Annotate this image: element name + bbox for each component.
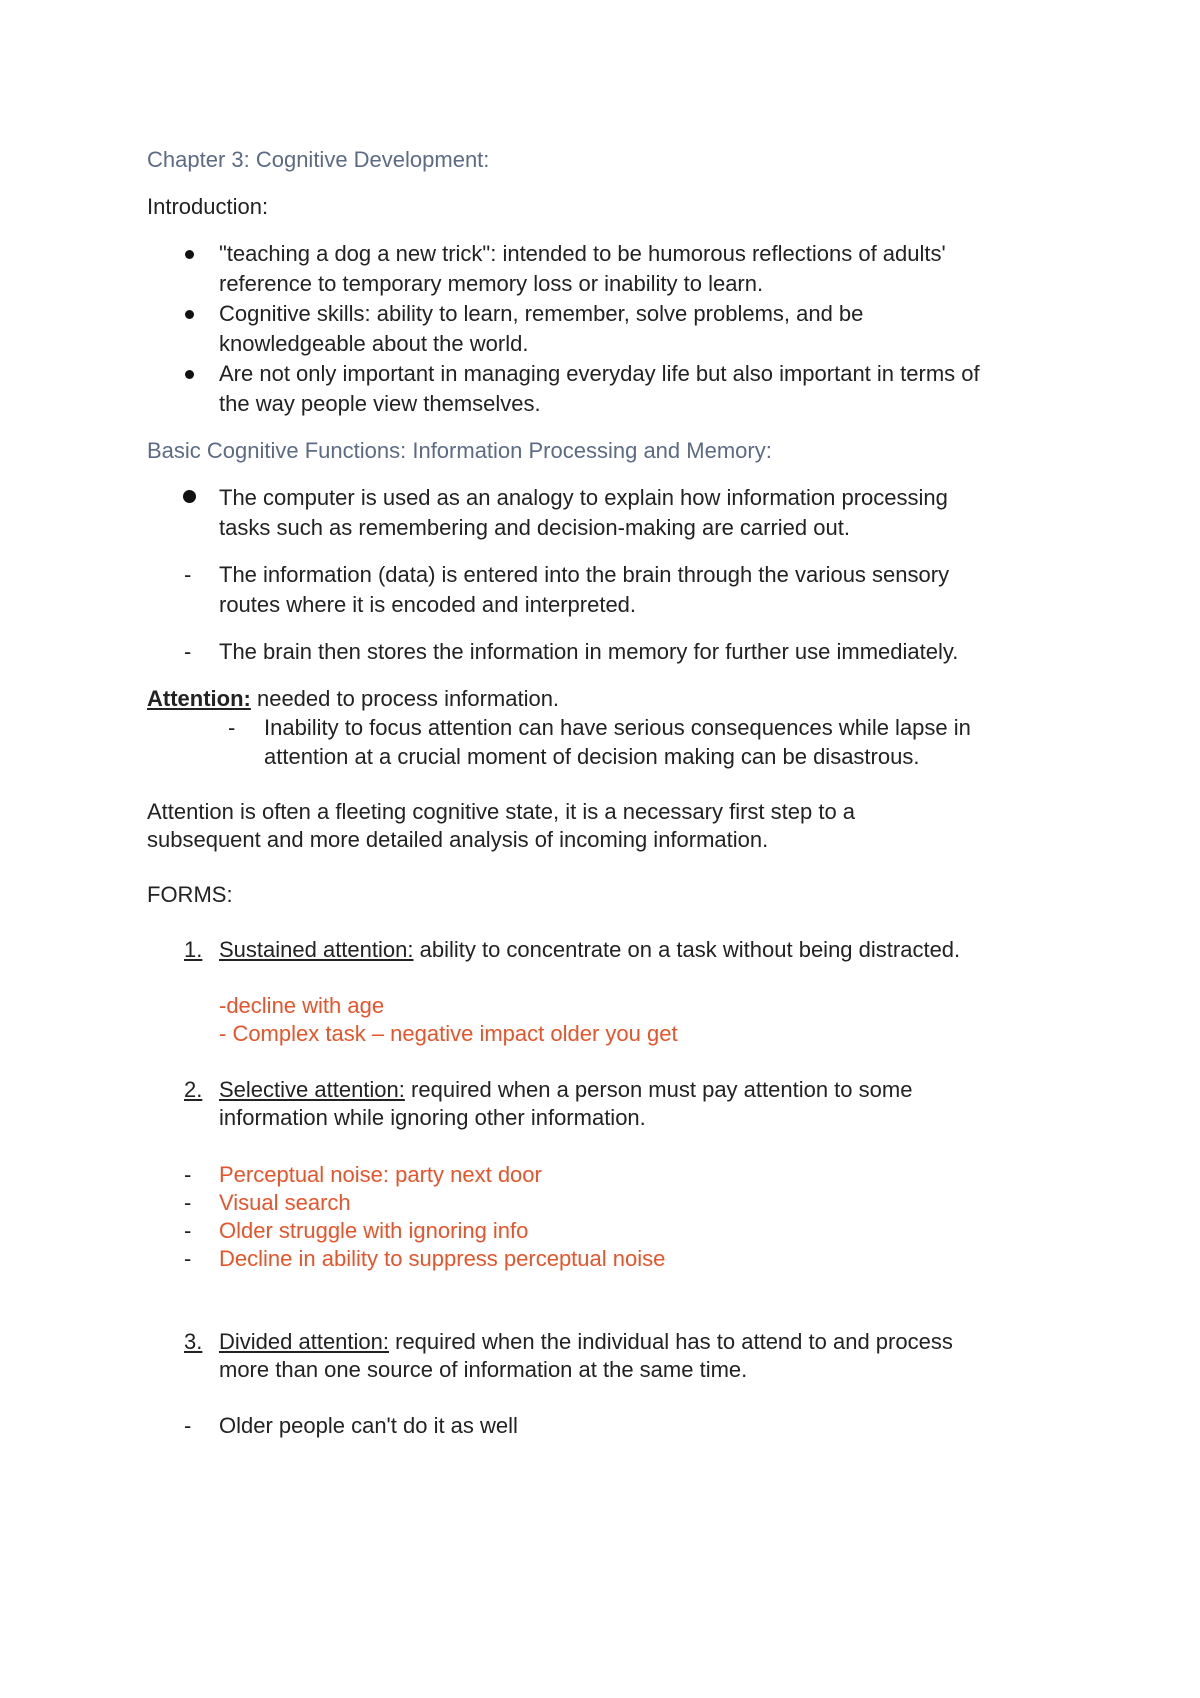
form-3-term: Divided attention: (219, 1329, 389, 1354)
intro-bullet-1-line-2: reference to temporary memory loss or inability to learn. (219, 271, 764, 296)
attention-dash-line-1: Inability to focus attention can have serious consequences while lapse in (264, 715, 971, 740)
dash-marker: - (184, 1190, 192, 1215)
intro-bullet-1-line-1: "teaching a dog a new trick": intended to be humorous reflections of adults' (219, 241, 946, 266)
basic-dash-1-line-1: The information (data) is entered into the brain through the various sensory (219, 562, 950, 587)
form-3-text: required when the individual has to attend to and process (395, 1329, 953, 1354)
bullet-icon (185, 370, 194, 379)
form-3-note-1: Older people can't do it as well (219, 1413, 518, 1438)
form-1-term: Sustained attention: (219, 937, 414, 962)
form-2-note-2: Visual search (219, 1190, 351, 1215)
attention-definition: needed to process information. (250, 686, 560, 711)
dash-marker: - (184, 1413, 192, 1438)
form-1-number: 1. (184, 937, 203, 962)
form-2-term: Selective attention: (219, 1077, 405, 1102)
dash-marker: - (184, 562, 192, 587)
intro-bullet-3-line-1: Are not only important in managing everyday life but also important in terms of (219, 361, 980, 386)
attention-dash-line-2: attention at a crucial moment of decision making can be disastrous. (264, 744, 920, 769)
basic-dash-2-line-1: The brain then stores the information in memory for further use immediately. (219, 639, 959, 664)
intro-bullet-2-line-1: Cognitive skills: ability to learn, remember, solve problems, and be (219, 301, 864, 326)
dash-marker: - (184, 1162, 192, 1187)
form-2-note-1: Perceptual noise: party next door (219, 1162, 542, 1187)
form-2-line-1 (219, 1075, 912, 1105)
attention-para-line-2: subsequent and more detailed analysis of incoming information. (147, 827, 769, 852)
form-3-line-1 (219, 1327, 953, 1357)
basic-dash-1-line-2: routes where it is encoded and interpreted. (219, 592, 637, 617)
form-2-note-3: Older struggle with ignoring info (219, 1218, 529, 1243)
intro-bullet-2-line-2: knowledgeable about the world. (219, 331, 529, 356)
attention-line (147, 684, 559, 714)
dash-marker: - (184, 1246, 192, 1271)
form-1-note-1: -decline with age (219, 993, 385, 1018)
form-2-line-2: information while ignoring other information. (219, 1105, 646, 1130)
form-1-note-2: - Complex task – negative impact older you get (219, 1021, 678, 1046)
dash-marker: - (184, 1218, 192, 1243)
bullet-icon (183, 490, 196, 503)
form-2-note-4: Decline in ability to suppress perceptual noise (219, 1246, 666, 1271)
form-1-line-1 (219, 935, 960, 965)
intro-heading: Introduction: (147, 194, 269, 219)
basic-heading: Basic Cognitive Functions: Information Processing and Memory: (147, 438, 772, 463)
form-1-text: ability to concentrate on a task without being distracted. (419, 937, 961, 962)
form-3-line-2: more than one source of information at the same time. (219, 1357, 748, 1382)
bullet-icon (185, 310, 194, 319)
basic-bullet-line-2: tasks such as remembering and decision-making are carried out. (219, 515, 850, 540)
chapter-title: Chapter 3: Cognitive Development: (147, 147, 490, 172)
intro-bullet-3-line-2: the way people view themselves. (219, 391, 541, 416)
attention-term: Attention: (147, 686, 251, 711)
bullet-icon (185, 250, 194, 259)
form-3-number: 3. (184, 1329, 203, 1354)
form-2-text: required when a person must pay attention to some (411, 1077, 913, 1102)
basic-bullet-line-1: The computer is used as an analogy to explain how information processing (219, 485, 948, 510)
dash-marker: - (228, 715, 236, 740)
forms-heading: FORMS: (147, 882, 233, 907)
attention-para-line-1: Attention is often a fleeting cognitive state, it is a necessary first step to a (147, 799, 856, 824)
dash-marker: - (184, 639, 192, 664)
form-2-number: 2. (184, 1077, 203, 1102)
